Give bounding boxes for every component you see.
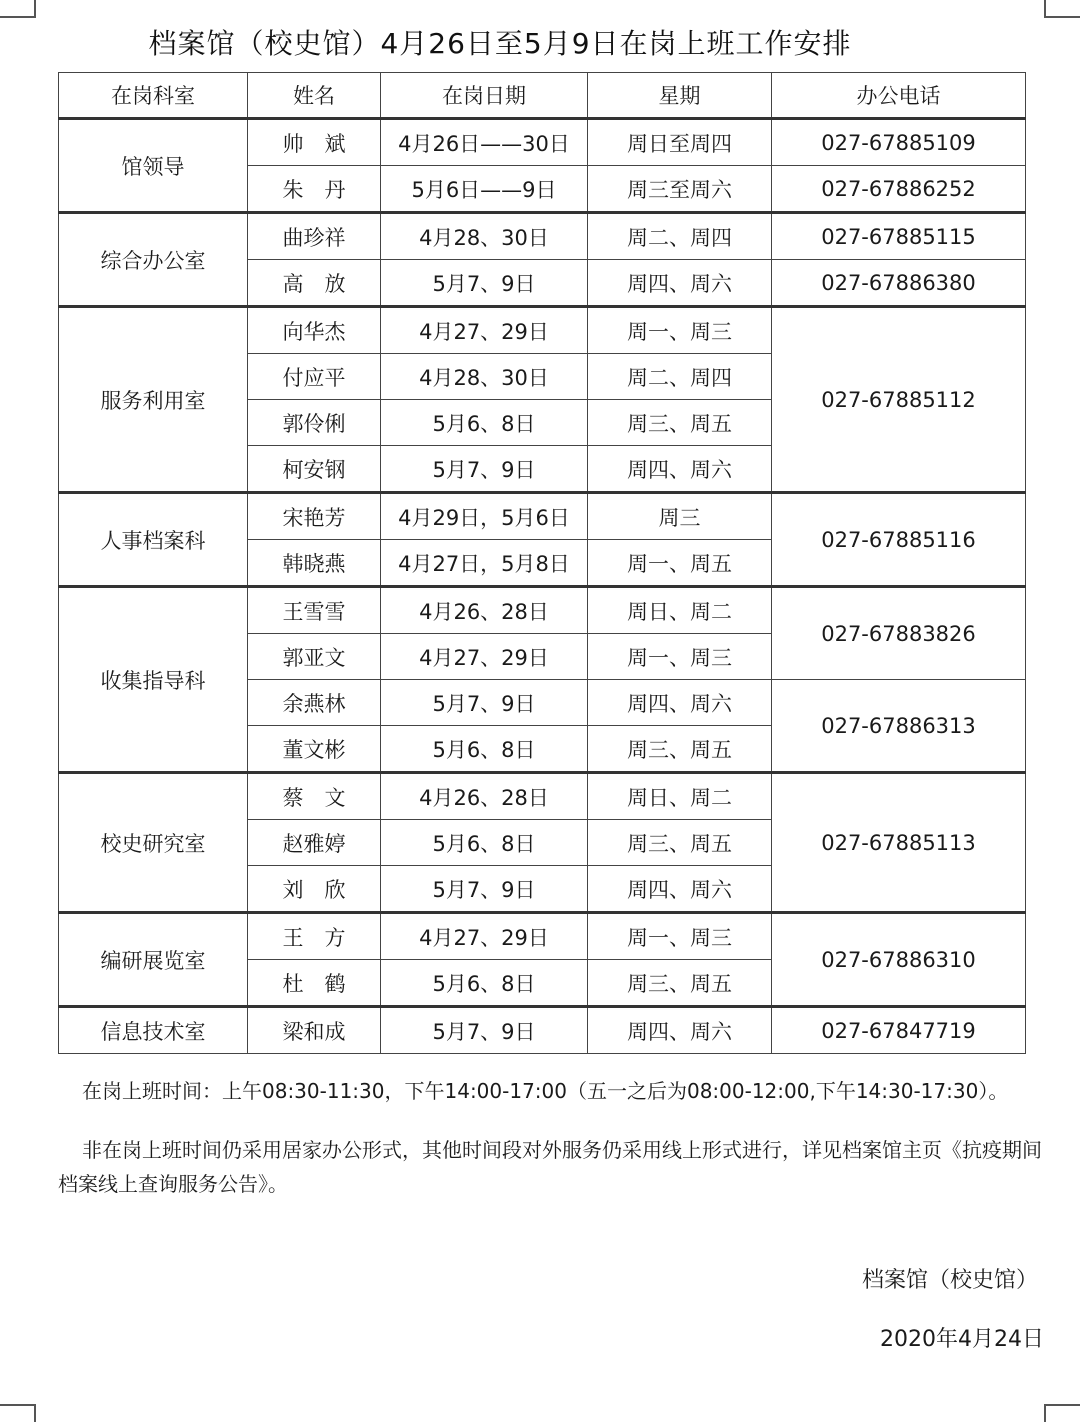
- name-cell: 刘 欣: [248, 866, 381, 913]
- table-row: [59, 493, 1026, 540]
- weekday-cell: 周三、周五: [588, 820, 772, 866]
- name-cell: 柯安钢: [248, 446, 381, 493]
- date-cell: 5月6日——9日: [381, 166, 588, 213]
- page-title: 档案馆（校史馆）4月26日至5月9日在岗上班工作安排: [148, 27, 852, 60]
- date-cell: 5月7、9日: [381, 866, 588, 913]
- name-cell: 王雪雪: [248, 587, 381, 634]
- date-cell: 5月6、8日: [381, 960, 588, 1007]
- date-cell: 4月26、28日: [381, 773, 588, 820]
- table-row: [59, 213, 1026, 260]
- weekday-cell: 周四、周六: [588, 1007, 772, 1054]
- date-cell: 4月27、29日: [381, 913, 588, 960]
- name-cell: 蔡 文: [248, 773, 381, 820]
- table-row: [59, 587, 1026, 634]
- weekday-cell: 周日、周二: [588, 773, 772, 820]
- dept-cell: 收集指导科: [59, 587, 248, 773]
- crop-mark-bottom-right: [1044, 1404, 1080, 1422]
- table-row: [59, 307, 1026, 354]
- name-cell: 余燕林: [248, 680, 381, 726]
- name-cell: 王 方: [248, 913, 381, 960]
- header-weekday: 星期: [588, 73, 772, 119]
- date-cell: 4月28、30日: [381, 354, 588, 400]
- name-cell: 朱 丹: [248, 166, 381, 213]
- phone-cell: 027-67886252: [772, 166, 1026, 213]
- name-cell: 向华杰: [248, 307, 381, 354]
- table-row: [59, 773, 1026, 820]
- crop-mark-top-right: [1044, 0, 1080, 18]
- phone-cell: 027-67885115: [772, 213, 1026, 260]
- date-cell: 5月6、8日: [381, 820, 588, 866]
- header-dept: 在岗科室: [59, 73, 248, 119]
- weekday-cell: 周四、周六: [588, 680, 772, 726]
- date-cell: 5月7、9日: [381, 446, 588, 493]
- weekday-cell: 周一、周三: [588, 913, 772, 960]
- dept-cell: 馆领导: [59, 119, 248, 213]
- name-cell: 宋艳芳: [248, 493, 381, 540]
- date-cell: 4月26日——30日: [381, 119, 588, 166]
- dept-cell: 服务利用室: [59, 307, 248, 493]
- phone-cell: 027-67886310: [772, 913, 1026, 1007]
- dept-cell: 信息技术室: [59, 1007, 248, 1054]
- date-cell: 5月6、8日: [381, 726, 588, 773]
- name-cell: 郭亚文: [248, 634, 381, 680]
- date-cell: 4月26、28日: [381, 587, 588, 634]
- name-cell: 郭伶俐: [248, 400, 381, 446]
- weekday-cell: 周一、周三: [588, 634, 772, 680]
- phone-cell: 027-67886313: [772, 680, 1026, 773]
- crop-mark-top-left: [0, 0, 36, 18]
- name-cell: 梁和成: [248, 1007, 381, 1054]
- remote-work-note: 非在岗上班时间仍采用居家办公形式，其他时间段对外服务仍采用线上形式进行，详见档案馆主页《抗疫期间档案线上查询服务公告》。: [58, 1138, 1042, 1196]
- phone-cell: 027-67885116: [772, 493, 1026, 587]
- date-cell: 4月29日，5月6日: [381, 493, 588, 540]
- name-cell: 董文彬: [248, 726, 381, 773]
- name-cell: 曲珍祥: [248, 213, 381, 260]
- weekday-cell: 周三、周五: [588, 960, 772, 1007]
- weekday-cell: 周三、周五: [588, 726, 772, 773]
- phone-cell: 027-67885112: [772, 307, 1026, 493]
- date-cell: 4月27日，5月8日: [381, 540, 588, 587]
- weekday-cell: 周一、周五: [588, 540, 772, 587]
- crop-mark-bottom-left: [0, 1404, 36, 1422]
- footer-organization: 档案馆（校史馆）: [861, 1268, 1038, 1293]
- table-row: [59, 913, 1026, 960]
- weekday-cell: 周日至周四: [588, 119, 772, 166]
- weekday-cell: 周三、周五: [588, 400, 772, 446]
- footer-date: 2020年4月24日: [880, 1327, 1044, 1352]
- dept-cell: 综合办公室: [59, 213, 248, 307]
- date-cell: 4月27、29日: [381, 307, 588, 354]
- date-cell: 5月7、9日: [381, 260, 588, 307]
- dept-cell: 人事档案科: [59, 493, 248, 587]
- table-row: [59, 119, 1026, 166]
- phone-cell: 027-67886380: [772, 260, 1026, 307]
- phone-cell: 027-67847719: [772, 1007, 1026, 1054]
- date-cell: 5月7、9日: [381, 680, 588, 726]
- weekday-cell: 周四、周六: [588, 866, 772, 913]
- weekday-cell: 周四、周六: [588, 446, 772, 493]
- table-row: [59, 1007, 1026, 1054]
- dept-cell: 校史研究室: [59, 773, 248, 913]
- weekday-cell: 周三至周六: [588, 166, 772, 213]
- schedule-table: [58, 72, 1026, 1054]
- working-hours-note: 在岗上班时间：上午08:30-11:30，下午14:00-17:00（五一之后为08:00-12:00,下午14:30-17:30）。: [82, 1079, 1009, 1103]
- weekday-cell: 周四、周六: [588, 260, 772, 307]
- phone-cell: 027-67885113: [772, 773, 1026, 913]
- name-cell: 韩晓燕: [248, 540, 381, 587]
- name-cell: 赵雅婷: [248, 820, 381, 866]
- name-cell: 高 放: [248, 260, 381, 307]
- name-cell: 杜 鹤: [248, 960, 381, 1007]
- date-cell: 4月28、30日: [381, 213, 588, 260]
- name-cell: 付应平: [248, 354, 381, 400]
- dept-cell: 编研展览室: [59, 913, 248, 1007]
- header-date: 在岗日期: [381, 73, 588, 119]
- weekday-cell: 周日、周二: [588, 587, 772, 634]
- date-cell: 5月7、9日: [381, 1007, 588, 1054]
- header-name: 姓名: [248, 73, 381, 119]
- weekday-cell: 周一、周三: [588, 307, 772, 354]
- weekday-cell: 周三: [588, 493, 772, 540]
- name-cell: 帅 斌: [248, 119, 381, 166]
- date-cell: 4月27、29日: [381, 634, 588, 680]
- header-phone: 办公电话: [772, 73, 1026, 119]
- weekday-cell: 周二、周四: [588, 354, 772, 400]
- date-cell: 5月6、8日: [381, 400, 588, 446]
- table-header-row: [59, 73, 1026, 119]
- phone-cell: 027-67885109: [772, 119, 1026, 166]
- phone-cell: 027-67883826: [772, 587, 1026, 680]
- weekday-cell: 周二、周四: [588, 213, 772, 260]
